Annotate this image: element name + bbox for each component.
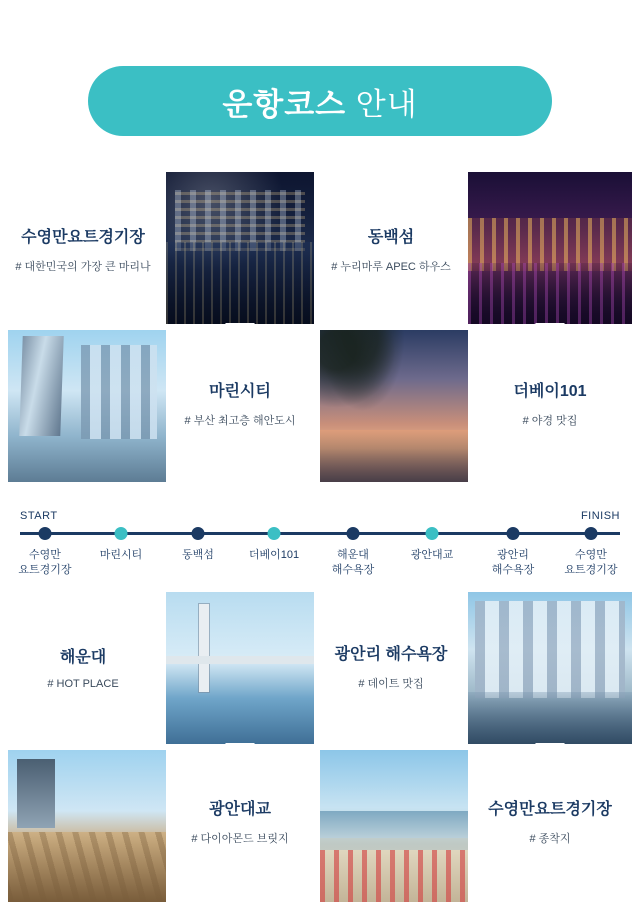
stop-name: 더베이101 <box>513 383 587 400</box>
timeline-dot-5[interactable] <box>347 527 360 540</box>
timeline-dot-1[interactable] <box>39 527 52 540</box>
photo-coastal-dunes <box>8 750 166 902</box>
stop-tag: # 다이아몬드 브릿지 <box>191 832 289 845</box>
timeline-label-line2: 요트경기장 <box>18 563 72 576</box>
photo-surface <box>320 330 468 482</box>
caption-suyeongman-finish <box>468 800 632 846</box>
photo-surface <box>166 172 314 324</box>
photo-notch <box>72 314 102 330</box>
caption-the-bay-101 <box>468 382 632 428</box>
timeline-label-line1: 광안리 <box>497 549 529 561</box>
caption-gwangalli-beach <box>314 645 468 691</box>
caption-dongbaek-island <box>314 228 468 274</box>
timeline-label-7 <box>468 548 558 578</box>
photo-notch <box>379 734 409 750</box>
timeline-label-line2: 해수욕장 <box>491 563 535 576</box>
timeline-label-line1: 수영만 <box>29 549 61 561</box>
stop-tag: # 야경 맛집 <box>522 414 578 427</box>
page-title-banner <box>88 66 552 136</box>
stop-tag: # 종착지 <box>529 832 571 845</box>
timeline-label-line2: 해수욕장 <box>331 563 375 576</box>
timeline-line <box>20 532 620 535</box>
stop-name: 수영만요트경기장 <box>488 801 612 818</box>
timeline-label-line1: 마린시티 <box>99 549 143 561</box>
photo-notch <box>72 734 102 750</box>
stop-tag: # 데이트 맛집 <box>358 677 424 690</box>
timeline-finish-label: FINISH <box>580 510 620 522</box>
timeline-dot-8[interactable] <box>585 527 598 540</box>
stop-tag: # 누리마루 APEC 하우스 <box>331 260 451 273</box>
caption-gwangan-bridge <box>166 800 314 846</box>
photo-notch <box>225 743 255 759</box>
timeline-label-line1: 해운대 <box>337 549 369 561</box>
timeline-label-4 <box>229 548 319 563</box>
photo-surface <box>8 330 166 482</box>
page-title-light: 안내 <box>346 86 418 122</box>
timeline-dot-7[interactable] <box>507 527 520 540</box>
course-timeline <box>0 500 640 590</box>
caption-suyeongman-yacht-marina <box>0 228 166 274</box>
timeline-label-5 <box>308 548 398 578</box>
stop-name: 광안리 해수욕장 <box>334 646 448 663</box>
photo-gwangalli-parasols <box>320 750 468 902</box>
timeline-label-6 <box>387 548 477 563</box>
photo-marine-city <box>8 330 166 482</box>
photo-notch <box>379 314 409 330</box>
page-title-bold: 운항코스 <box>222 86 347 122</box>
stop-name: 마린시티 <box>209 383 271 400</box>
page-title <box>222 79 417 124</box>
photo-surface <box>166 592 314 744</box>
photo-dongbaek-island <box>468 172 632 324</box>
stop-tag: # 대한민국의 가장 큰 마리나 <box>15 260 151 273</box>
photo-notch <box>225 323 255 339</box>
photo-surface <box>468 592 632 744</box>
timeline-label-line1: 광안대교 <box>410 549 454 561</box>
photo-surface <box>320 750 468 902</box>
caption-marine-city <box>166 382 314 428</box>
timeline-dot-2[interactable] <box>115 527 128 540</box>
photo-suyeongman-yacht-marina <box>166 172 314 324</box>
timeline-label-line1: 동백섬 <box>182 549 214 561</box>
photo-notch <box>535 743 565 759</box>
timeline-label-line2: 요트경기장 <box>564 563 618 576</box>
stop-tag: # 부산 최고층 해안도시 <box>184 414 296 427</box>
timeline-label-line1: 더베이101 <box>248 549 300 561</box>
stop-name: 동백섬 <box>367 229 415 246</box>
photo-surface <box>8 750 166 902</box>
stop-name: 광안대교 <box>209 801 271 818</box>
photo-notch <box>535 323 565 339</box>
timeline-dot-4[interactable] <box>268 527 281 540</box>
photo-haeundae-highrise <box>468 592 632 744</box>
photo-the-bay-101 <box>320 330 468 482</box>
timeline-start-label: START <box>20 510 58 522</box>
photo-gwangan-bridge <box>166 592 314 744</box>
timeline-dot-3[interactable] <box>192 527 205 540</box>
caption-haeundae <box>0 648 166 690</box>
timeline-label-line1: 수영만 <box>575 549 607 561</box>
stop-tag: # HOT PLACE <box>47 677 119 690</box>
timeline-dot-6[interactable] <box>426 527 439 540</box>
timeline-label-8 <box>546 548 636 578</box>
stop-name: 수영만요트경기장 <box>21 229 145 246</box>
photo-surface <box>468 172 632 324</box>
stop-name: 해운대 <box>59 649 107 666</box>
